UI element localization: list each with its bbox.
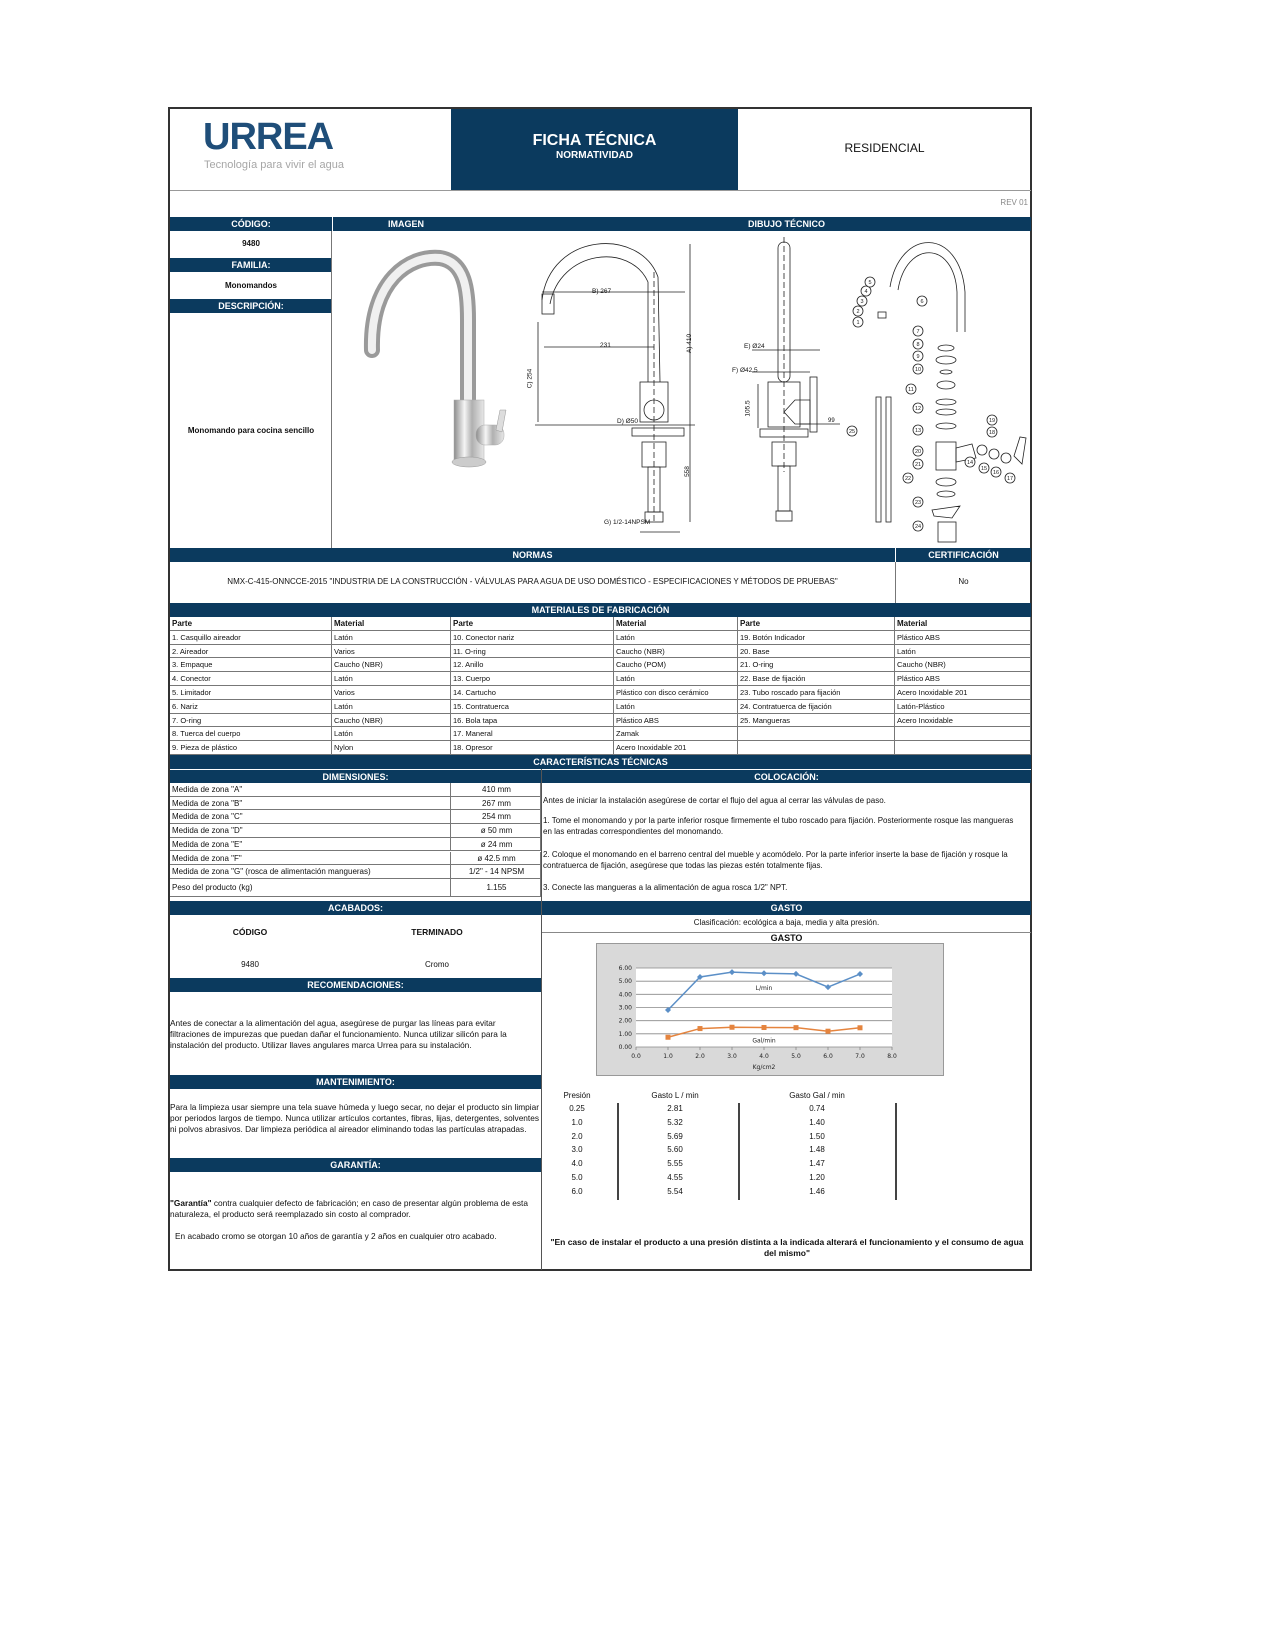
callout-number: 12 bbox=[914, 406, 922, 412]
materials-cell: Latón bbox=[332, 631, 451, 645]
y-tick-label: 5.00 bbox=[618, 978, 632, 986]
gasto-table-cell: 5.69 bbox=[667, 1131, 683, 1141]
dim-label-h: 105.5 bbox=[744, 400, 752, 417]
callout-number: 1 bbox=[856, 320, 860, 326]
gasto-table-cell: 4.55 bbox=[667, 1173, 683, 1182]
x-tick-label: 1.0 bbox=[663, 1053, 673, 1060]
materials-cell: 7. O-ring bbox=[170, 714, 332, 728]
garantia-header: GARANTÍA: bbox=[170, 1158, 541, 1172]
x-axis-label: Kg/cm2 bbox=[752, 1064, 776, 1071]
callout-number: 19 bbox=[988, 418, 996, 424]
callout-number: 2 bbox=[856, 309, 860, 315]
callout-number: 16 bbox=[992, 470, 1000, 476]
materials-cell: 24. Contratuerca de fijación bbox=[738, 700, 895, 714]
dimension-value: 1.155 bbox=[451, 879, 541, 897]
dim-label-f: F) Ø42.5 bbox=[732, 367, 758, 374]
materials-cell: 9. Pieza de plástico bbox=[170, 741, 332, 755]
materials-cell: 10. Conector nariz bbox=[451, 631, 614, 645]
series-label: Gal/min bbox=[752, 1037, 776, 1045]
dim-label-d: D) Ø50 bbox=[617, 418, 638, 425]
gasto-table-cell: 1.40 bbox=[809, 1117, 825, 1127]
data-point-gal bbox=[858, 1025, 863, 1030]
y-tick-label: 2.00 bbox=[618, 1017, 632, 1025]
normas-header: NORMAS bbox=[170, 548, 895, 562]
materials-cell: Acero Inoxidable 201 bbox=[614, 741, 738, 755]
dimension-value: ø 24 mm bbox=[451, 838, 541, 852]
materials-cell: 1. Casquillo aireador bbox=[170, 631, 332, 645]
data-point-gal bbox=[762, 1025, 767, 1030]
materials-cell: 19. Botón Indicador bbox=[738, 631, 895, 645]
recomendaciones-text: Antes de conectar a la alimentación del agua, asegúrese de purgar las líneas para evitar filtraciones de impurezas que puedan dañar el funcionamiento. Nunca utilizar silicón para la instalación del producto. Utilizar llaves angulares marca Urrea para su instalación. bbox=[170, 1018, 507, 1050]
x-tick-label: 4.0 bbox=[759, 1053, 769, 1060]
gasto-table-cell: 1.20 bbox=[809, 1173, 825, 1182]
acabados-codigo: 9480 bbox=[241, 960, 259, 969]
x-tick-label: 5.0 bbox=[791, 1053, 801, 1060]
title-block bbox=[451, 109, 738, 190]
gasto-table-cell: 2.81 bbox=[667, 1104, 683, 1113]
materiales-header: MATERIALES DE FABRICACIÓN bbox=[170, 603, 1031, 617]
gasto-nota: "En caso de instalar el producto a una presión distinta a la indicada alterará el funcionamiento y el consumo de agua del mismo" bbox=[550, 1237, 1024, 1258]
mantenimiento-header: MANTENIMIENTO: bbox=[170, 1075, 541, 1089]
product-code: 9480 bbox=[242, 239, 260, 248]
gasto-table-header: Gasto Gal / min bbox=[789, 1091, 845, 1100]
gasto-table-cell: 5.55 bbox=[667, 1159, 683, 1169]
y-tick-label: 3.00 bbox=[618, 1004, 632, 1012]
caracteristicas-header: CARACTERÍSTICAS TÉCNICAS bbox=[170, 755, 1031, 769]
product-photo bbox=[350, 240, 530, 480]
callout-number: 9 bbox=[916, 354, 920, 360]
callout-number: 17 bbox=[1006, 476, 1014, 482]
imagen-header: IMAGEN bbox=[388, 219, 424, 229]
normas-text: NMX-C-415-ONNCCE-2015 "INDUSTRIA DE LA CONSTRUCCIÓN - VÁLVULAS PARA AGUA DE USO DOMÉSTICO - ESPECIFICACIONES Y MÉTODOS DE PRUEBAS" bbox=[227, 577, 838, 586]
materials-cell: Latón-Plástico bbox=[895, 700, 1031, 714]
materials-cell: 14. Cartucho bbox=[451, 686, 614, 700]
x-tick-label: 3.0 bbox=[727, 1053, 737, 1060]
materials-cell: Plástico ABS bbox=[895, 631, 1031, 645]
certificacion-value: No bbox=[958, 577, 969, 586]
materials-cell: Acero Inoxidable bbox=[895, 714, 1031, 728]
materials-cell: Plástico ABS bbox=[895, 672, 1031, 686]
materials-cell: Latón bbox=[332, 672, 451, 686]
dimension-value: 267 mm bbox=[451, 797, 541, 811]
materials-column-header: Parte bbox=[738, 617, 895, 631]
product-family: Monomandos bbox=[225, 281, 277, 290]
dimension-value: 254 mm bbox=[451, 810, 541, 824]
dimension-value: ø 50 mm bbox=[451, 824, 541, 838]
certificacion-header: CERTIFICACIÓN bbox=[896, 548, 1031, 562]
garantia-bold: "Garantía" bbox=[170, 1198, 212, 1208]
gasto-table-cell: 1.48 bbox=[809, 1145, 825, 1155]
gasto-table-cell: 6.0 bbox=[571, 1186, 583, 1196]
materials-cell: Plástico con disco cerámico bbox=[614, 686, 738, 700]
callout-number: 10 bbox=[914, 367, 922, 373]
gasto-clasificacion: Clasificación: ecológica a baja, media y alta presión. bbox=[693, 918, 880, 927]
x-tick-label: 2.0 bbox=[695, 1053, 705, 1060]
mantenimiento-text: Para la limpieza usar siempre una tela suave húmeda y luego secar, no dejar el producto sin limpiar por periodos largos de tiempo. Nunca utilizar artículos cortantes, fibras, lijas, detergentes, solventes ni polvos abrasivos. Dar limpieza periódica al aireador eliminando todas las partículas atrapadas. bbox=[170, 1102, 539, 1134]
materials-cell: 11. O-ring bbox=[451, 645, 614, 659]
dimension-value: ø 42.5 mm bbox=[451, 852, 541, 866]
callout-number: 18 bbox=[988, 430, 996, 436]
revision: REV 01 bbox=[1000, 198, 1028, 207]
materials-cell: Varios bbox=[332, 645, 451, 659]
segment-label: RESIDENCIAL bbox=[844, 141, 925, 155]
dim-label-558: 558 bbox=[683, 466, 691, 477]
materials-cell: Latón bbox=[332, 700, 451, 714]
y-tick-label: 1.00 bbox=[618, 1030, 632, 1038]
gasto-table-cell: 0.25 bbox=[569, 1104, 585, 1113]
dimension-label: Medida de zona "C" bbox=[170, 810, 451, 824]
gasto-table-divider bbox=[617, 1103, 619, 1200]
data-point-gal bbox=[826, 1029, 831, 1034]
materials-cell bbox=[895, 741, 1031, 755]
gasto-table-cell: 1.46 bbox=[809, 1186, 825, 1196]
materials-cell: 2. Aireador bbox=[170, 645, 332, 659]
dimensiones-header: DIMENSIONES: bbox=[170, 769, 541, 783]
dim-label-w: 99 bbox=[828, 418, 835, 424]
materials-column-header: Material bbox=[614, 617, 738, 631]
dim-label-c: C) 254 bbox=[526, 368, 534, 389]
callout-number: 24 bbox=[914, 524, 922, 530]
divider bbox=[331, 231, 332, 548]
gasto-table-cell: 1.47 bbox=[809, 1159, 825, 1169]
callout-number: 4 bbox=[864, 289, 868, 295]
dimension-label: Medida de zona "B" bbox=[170, 797, 451, 811]
materials-column-header: Material bbox=[895, 617, 1031, 631]
logo-brand: URREA bbox=[203, 116, 334, 158]
gasto-table-cell: 5.60 bbox=[667, 1145, 683, 1155]
materials-cell: Zamak bbox=[614, 727, 738, 741]
materials-cell: Caucho (NBR) bbox=[332, 714, 451, 728]
dim-label-e: E) Ø24 bbox=[744, 343, 765, 350]
colocacion-step: 1. Tome el monomando y por la parte inferior rosque firmemente el tubo roscado para fijación. Posteriormente rosque las mangueras en las entradas correspondientes del monomando. bbox=[543, 816, 1014, 836]
acabados-terminado-label: TERMINADO bbox=[411, 927, 463, 937]
x-tick-label: 6.0 bbox=[823, 1053, 833, 1060]
materials-cell: Caucho (NBR) bbox=[895, 658, 1031, 672]
page-subtitle: NORMATIVIDAD bbox=[555, 150, 634, 161]
materials-cell: Latón bbox=[614, 631, 738, 645]
technical-drawing bbox=[520, 232, 1030, 546]
garantia-body: contra cualquier defecto de fabricación; en caso de presentar algún problema de esta naturaleza, el producto será reemplazado sin costo al comprador. bbox=[170, 1198, 528, 1219]
materials-cell bbox=[738, 727, 895, 741]
x-tick-label: 7.0 bbox=[855, 1053, 865, 1060]
gasto-table-cell: 1.50 bbox=[809, 1131, 825, 1141]
materials-cell: 3. Empaque bbox=[170, 658, 332, 672]
materials-cell: 22. Base de fijación bbox=[738, 672, 895, 686]
callout-number: 3 bbox=[860, 299, 864, 305]
materials-column-header: Material bbox=[332, 617, 451, 631]
materials-cell: Latón bbox=[614, 700, 738, 714]
product-description: Monomando para cocina sencillo bbox=[187, 426, 315, 435]
dimension-value: 1/2" - 14 NPSM bbox=[451, 865, 541, 879]
materials-cell: 8. Tuerca del cuerpo bbox=[170, 727, 332, 741]
materials-cell: Caucho (NBR) bbox=[332, 658, 451, 672]
descripcion-header: DESCRIPCIÓN: bbox=[170, 299, 332, 313]
dimension-label: Medida de zona "A" bbox=[170, 783, 451, 797]
gasto-table-cell: 2.0 bbox=[571, 1131, 583, 1141]
callout-number: 21 bbox=[914, 462, 922, 468]
gasto-table-cell: 3.0 bbox=[571, 1145, 583, 1155]
y-tick-label: 6.00 bbox=[618, 965, 632, 972]
gasto-table-header: Presión bbox=[563, 1091, 591, 1100]
acabados-terminado: Cromo bbox=[424, 960, 449, 969]
series-label: L/min bbox=[755, 984, 773, 992]
dimension-label: Medida de zona "F" bbox=[170, 852, 451, 866]
acabados-header: ACABADOS: bbox=[170, 901, 541, 915]
materials-cell: Acero Inoxidable 201 bbox=[895, 686, 1031, 700]
page-title: FICHA TÉCNICA bbox=[532, 132, 657, 149]
y-tick-label: 0.00 bbox=[618, 1044, 632, 1051]
x-tick-label: 8.0 bbox=[887, 1053, 897, 1060]
materials-cell: Caucho (NBR) bbox=[614, 645, 738, 659]
gasto-table-header: Gasto L / min bbox=[651, 1091, 699, 1100]
gasto-table-cell: 5.0 bbox=[571, 1173, 583, 1182]
dimension-label: Medida de zona "E" bbox=[170, 838, 451, 852]
data-point-gal bbox=[794, 1025, 799, 1030]
materials-cell bbox=[738, 741, 895, 755]
callout-number: 14 bbox=[966, 460, 974, 466]
colocacion-step: 2. Coloque el monomando en el barreno central del mueble y acomódelo. Por la parte inferior inserte la base de fijación y rosque la contratuerca de fijación, asegúrese que todas las piezas estén totalmente fijas. bbox=[543, 850, 1008, 870]
materials-cell: Latón bbox=[614, 672, 738, 686]
dim-label-g: G) 1/2-14NPSM bbox=[604, 519, 651, 526]
x-tick-label: 0.0 bbox=[631, 1053, 641, 1060]
gasto-table-cell: 0.74 bbox=[809, 1104, 825, 1113]
gasto-table-divider bbox=[738, 1103, 740, 1200]
divider bbox=[170, 190, 1031, 191]
chart-title: GASTO bbox=[770, 933, 803, 943]
data-point-gal bbox=[666, 1035, 671, 1040]
materials-cell: Nylon bbox=[332, 741, 451, 755]
callout-number: 22 bbox=[904, 476, 912, 482]
data-point-gal bbox=[730, 1025, 735, 1030]
gasto-chart bbox=[596, 943, 944, 1076]
gasto-table-cell: 4.0 bbox=[571, 1159, 583, 1169]
materials-cell: Latón bbox=[332, 727, 451, 741]
drawing-header-bar bbox=[332, 217, 1031, 231]
materials-cell: 21. O-ring bbox=[738, 658, 895, 672]
recomendaciones-header: RECOMENDACIONES: bbox=[170, 978, 541, 992]
materials-cell: Latón bbox=[895, 645, 1031, 659]
colocacion-header: COLOCACIÓN: bbox=[542, 769, 1031, 783]
materials-cell bbox=[895, 727, 1031, 741]
materials-cell: Plástico ABS bbox=[614, 714, 738, 728]
familia-header: FAMILIA: bbox=[170, 258, 332, 272]
colocacion-step: Antes de iniciar la instalación asegúrese de cortar el flujo del agua al cerrar las válvulas de paso. bbox=[543, 796, 886, 805]
gasto-header: GASTO bbox=[542, 901, 1031, 915]
callout-number: 20 bbox=[914, 449, 922, 455]
materials-column-header: Parte bbox=[451, 617, 614, 631]
materials-cell: 18. Opresor bbox=[451, 741, 614, 755]
dim-label-231: 231 bbox=[600, 342, 611, 349]
materials-cell: 16. Bola tapa bbox=[451, 714, 614, 728]
callout-number: 5 bbox=[868, 280, 872, 286]
callout-number: 23 bbox=[914, 500, 922, 506]
garantia-text-2: En acabado cromo se otorgan 10 años de garantía y 2 años en cualquier otro acabado. bbox=[175, 1231, 497, 1241]
gasto-table-cell: 1.0 bbox=[571, 1117, 583, 1127]
callout-number: 15 bbox=[980, 466, 988, 472]
materials-cell: 13. Cuerpo bbox=[451, 672, 614, 686]
materials-cell: Caucho (POM) bbox=[614, 658, 738, 672]
dimension-label: Medida de zona "D" bbox=[170, 824, 451, 838]
gasto-table-divider bbox=[895, 1103, 897, 1200]
materials-cell: 15. Contratuerca bbox=[451, 700, 614, 714]
materials-column-header: Parte bbox=[170, 617, 332, 631]
dimension-label: Peso del producto (kg) bbox=[170, 879, 451, 897]
callout-number: 7 bbox=[916, 329, 920, 335]
acabados-codigo-label: CÓDIGO bbox=[232, 927, 268, 937]
colocacion-step: 3. Conecte las mangueras a la alimentación de agua rosca 1/2" NPT. bbox=[543, 883, 788, 892]
materials-cell: 25. Mangueras bbox=[738, 714, 895, 728]
callout-number: 6 bbox=[920, 299, 924, 305]
callout-number: 13 bbox=[914, 428, 922, 434]
data-point-gal bbox=[698, 1026, 703, 1031]
gasto-table-cell: 5.54 bbox=[667, 1186, 683, 1196]
gasto-table-cell: 5.32 bbox=[667, 1117, 683, 1127]
dibujo-header: DIBUJO TÉCNICO bbox=[748, 219, 826, 229]
callout-number: 8 bbox=[916, 342, 920, 348]
materials-cell: 20. Base bbox=[738, 645, 895, 659]
materials-cell: 6. Nariz bbox=[170, 700, 332, 714]
dim-label-a: A) 410 bbox=[686, 333, 694, 354]
materials-cell: Varios bbox=[332, 686, 451, 700]
materials-cell: 17. Maneral bbox=[451, 727, 614, 741]
callout-number: 25 bbox=[848, 429, 856, 435]
callout-number: 11 bbox=[908, 387, 914, 393]
dim-label-b: B) 267 bbox=[592, 288, 612, 295]
logo-tagline: Tecnología para vivir el agua bbox=[204, 159, 345, 171]
materials-cell: 5. Limitador bbox=[170, 686, 332, 700]
materials-cell: 4. Conector bbox=[170, 672, 332, 686]
dimension-label: Medida de zona "G" (rosca de alimentación mangueras) bbox=[170, 865, 451, 879]
y-tick-label: 4.00 bbox=[618, 991, 632, 999]
logo bbox=[170, 109, 451, 190]
materials-cell: 23. Tubo roscado para fijación bbox=[738, 686, 895, 700]
dimension-value: 410 mm bbox=[451, 783, 541, 797]
materials-cell: 12. Anillo bbox=[451, 658, 614, 672]
callout-markers bbox=[847, 277, 1015, 531]
garantia-text bbox=[170, 1198, 535, 1220]
codigo-header: CÓDIGO: bbox=[170, 217, 332, 231]
